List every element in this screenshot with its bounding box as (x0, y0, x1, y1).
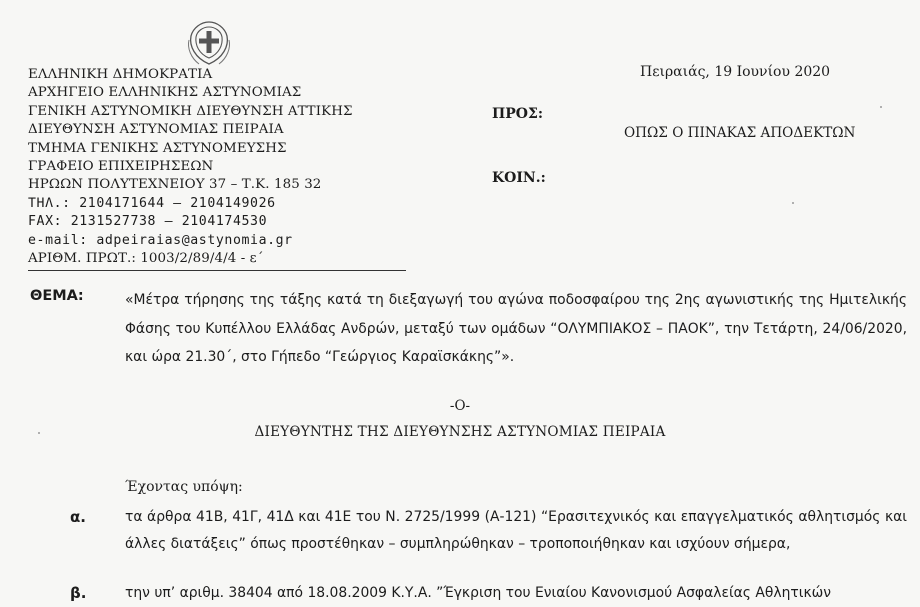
header-divider (28, 270, 406, 271)
item-text: τα άρθρα 41Β, 41Γ, 41Δ και 41Ε του Ν. 2725/1999 (Α-121) “Ερασιτεχνικός και επαγγελματικός αθλητισμός και άλλες διατάξεις” όπως προστέθηκαν – συμπληρώθηκαν – τροποποιήθηκαν και ισχύουν σήμερα, (125, 509, 907, 552)
address-line: ΗΡΩΩΝ ΠΟΛΥΤΕΧΝΕΙΟΥ 37 – Τ.Κ. 185 32 (28, 177, 322, 193)
greek-coat-of-arms-emblem (183, 18, 235, 70)
having-regard-intro: Έχοντας υπόψη: (125, 479, 243, 495)
to-label: ΠΡΟΣ: (492, 106, 544, 122)
email-line: e-mail: adpeiraias@astynomia.gr (28, 232, 293, 248)
authority-line: ΑΡΧΗΓΕΙΟ ΕΛΛΗΝΙΚΗΣ ΑΣΤΥΝΟΜΙΑΣ (28, 85, 302, 101)
director-heading: ΔΙΕΥΘΥΝΤΗΣ ΤΗΣ ΔΙΕΥΘΥΝΣΗΣ ΑΣΤΥΝΟΜΙΑΣ ΠΕΙΡΑΙΑ (254, 424, 666, 440)
authority-line: ΓΡΑΦΕΙΟ ΕΠΙΧΕΙΡΗΣΕΩΝ (28, 159, 214, 175)
subject-text: «Μέτρα τήρησης της τάξης κατά τη διεξαγωγή του αγώνα ποδοσφαίρου της 2ης αγωνιστικής της Ημιτελικής Φάσης του Κυπέλλου Ελλάδας Ανδρών, μεταξύ των ομάδων “ΟΛΥΜΠΙΑΚΟΣ – ΠΑΟΚ”, την Τετάρτη, 24/06/2020, και ώρα 21.30΄, στο Γήπεδο “Γεώργιος Καραϊσκάκης”». (125, 292, 907, 365)
authority-line: ΕΛΛΗΝΙΚΗ ΔΗΜΟΚΡΑΤΙΑ (28, 67, 213, 82)
subject-label: ΘΕΜΑ: (30, 288, 84, 304)
document-date: Πειραιάς, 19 Ιουνίου 2020 (640, 64, 831, 80)
section-mark: -Ο- (449, 398, 471, 414)
scan-speck (38, 432, 40, 434)
authority-line: ΓΕΝΙΚΗ ΑΣΤΥΝΟΜΙΚΗ ΔΙΕΥΘΥΝΣΗ ΑΤΤΙΚΗΣ (28, 103, 353, 119)
item-text: την υπ’ αριθμ. 38404 από 18.08.2009 Κ.Υ.Α. ”Έγκριση του Ενιαίου Κανονισμού Ασφαλείας Αθλητικών (125, 585, 832, 601)
protocol-number: ΑΡΙΘΜ. ΠΡΩΤ.: 1003/2/89/4/4 - ε΄ (28, 251, 264, 267)
phone-line: ΤΗΛ.: 2104171644 – 2104149026 (28, 195, 276, 211)
cc-label: ΚΟΙΝ.: (492, 170, 546, 186)
item-letter: β. (70, 584, 87, 602)
scan-speck (880, 106, 882, 108)
authority-line: ΔΙΕΥΘΥΝΣΗ ΑΣΤΥΝΟΜΙΑΣ ΠΕΙΡΑΙΑ (28, 122, 284, 138)
scan-speck (792, 202, 794, 204)
item-letter: α. (70, 508, 87, 526)
authority-line: ΤΜΗΜΑ ΓΕΝΙΚΗΣ ΑΣΤΥΝΟΜΕΥΣΗΣ (28, 140, 287, 156)
fax-line: FAX: 2131527738 – 2104174530 (28, 214, 268, 230)
issuing-authority-block (28, 66, 408, 268)
recipients-text: ΟΠΩΣ Ο ΠΙΝΑΚΑΣ ΑΠΟΔΕΚΤΩΝ (624, 125, 856, 141)
